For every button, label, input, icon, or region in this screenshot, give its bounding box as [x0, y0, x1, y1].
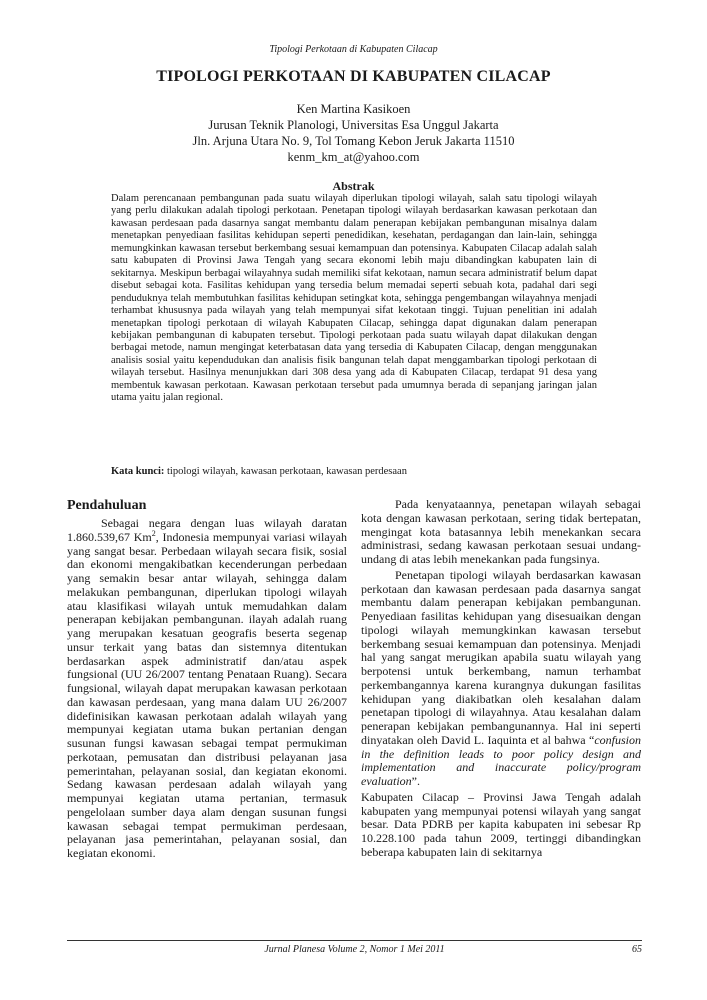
- keywords-text: tipologi wilayah, kawasan perkotaan, kawasan perdesaan: [164, 466, 407, 477]
- paragraph-text: ”.: [411, 774, 420, 788]
- paragraph: Pada kenyataannya, penetapan wilayah sebagai kota dengan kawasan perkotaan, sering tidak bertepatan, mengingat kota batasannya lebih menekankan secara administrasi, sedang kawasan perkotaan sesuai undang-undang di atas lebih menekankan pada fungsinya.: [361, 497, 641, 566]
- footer-journal: Jurnal Planesa Volume 2, Nomor 1 Mei 2011: [264, 944, 445, 955]
- abstract-text: Dalam perencanaan pembangunan pada suatu wilayah diperlukan tipologi wilayah, salah satu tipologi wilayah yang perlu dilakukan adalah tipologi perkotaan. Penetapan tipologi wilayah berdasarkan kawasan perkotaan dan kawasan perdesaan pada dasarnya sangat membantu dalam penerapan kebijakan pembangunan misalnya dalam menetapkan penyediaan fasilitas kehidupan seperti penedidikan, kesehatan, perdagangan dan lain-lain, sehingga memungkinkan kawasan tersebut berkembang sesuai kemampuan dan potensinya. Kabupaten Cilacap adalah salah satu kabupaten di Provinsi Jawa Tengah yang secara ekonomi lebih maju dibandingkan kabupaten lain di sekitarnya. Meskipun berbagai wilayahnya sudah memiliki sifat kekotaan, namun secara administratif belum dapat disebut sebagai kota. Fasilitas kehidupan yang tersedia belum memadai seperti sebuah kota, padahal dari segi penduduknya telah membutuhkan fasilitas kehidupan setingkat kota, sehingga pengembangan wilayahnya menjadi terhambat khususnya pada wilayah yang telah mempunyai sifat kekotaan tinggi. Tujuan penelitian ini adalah menetapkan tipologi perkotaan di wilayah Kabupaten Cilacap, sehingga dapat digunakan dalam penerapan kebijakan pembangunan di kabupaten tersebut. Tipologi perkotaan pada suatu wilayah dapat dilakukan dengan berbagai metode, namun mengingat keterbatasan data yang tersedia di Kabupaten Cilacap, dengan menggunakan analisis sosial yaitu kependudukan dan analisis fisik bangunan telah dapat menggambarkan tipologi perkotaan di wilayah tersebut. Hasilnya menunjukkan dari 308 desa yang ada di Kabupaten Cilacap, terdapat 91 desa yang membentuk kawasan perkotaan. Kawasan perkotaan tersebut pada umumnya berada di sepanjang jaringan jalan utama yaitu jalan regional.: [111, 193, 597, 404]
- left-column: [67, 497, 347, 861]
- paragraph-text: , Indonesia mempunyai variasi wilayah yang sangat besar. Perbedaan wilayah secara fisik, sosial dan ekonomi mengakibatkan kecenderungan perbedaan yang semakin besar antar wilayah, sehingga dalam melakukan pembangunan, diperlukan tipologi wilayah atau klasifikasi wilayah untuk memudahkan dalam penerapan kebijakan pembangunan. ilayah adalah ruang yang merupakan kesatuan geografis beserta segenap unsur terkait yang batas dan sistemnya ditentukan berdasarkan aspek administratif dan/atau aspek fungsional (UU 26/2007 tentang Penataan Ruang). Secara fungsional, wilayah dapat merupakan kawasan perkotaan dan kawasan perdesaan, yang mana dalam UU 26/2007 didefinisikan kawasan perkotaan adalah wilayah yang mempunyai kegiatan utama bukan pertanian dengan susunan fungsi kawasan sebagai tempat permukiman perkotaan, pemusatan dan distribusi pelayanan jasa pemerintahan, pelayanan sosial, dan kegiatan ekonomi. Sedang kawasan perdesaan adalah wilayah yang mempunyai kegiatan utama pertanian, termasuk pengelolaan sumber daya alam dengan susunan fungsi kawasan sebagai tempat permukiman perdesaan, pelayanan jasa pemerintahan, pelayanan sosial, dan kegiatan ekonomi.: [67, 529, 348, 860]
- author-affiliation: Jurusan Teknik Planologi, Universitas Esa Unggul Jakarta: [208, 118, 499, 132]
- paragraph-text: Penetapan tipologi wilayah berdasarkan kawasan perkotaan dan kawasan perdesaan pada dasarnya sangat membantu dalam penerapan kebijakan pembangunan. Penyediaan fasilitas kehidupan yang disesuaikan dengan tipologi wilayah memungkinkan kawasan tersebut berkembang sesuai kemampuan dan potensinya. Menjadi hal yang sangat merugikan apabila suatu wilayah yang berpotensi untuk berkembang, namun terhambat perkembangannya karena kurangnya dukungan fasilitas kehidupan yang diakibatkan oleh kesalahan dalam penetapan tipologi di wilayahnya. Atau kesalahan dalam penerapan kebijakan pembangunannya. Hal ini seperti dinyatakan oleh David L. Iaquinta et al bahwa “: [361, 567, 641, 747]
- keywords: [111, 465, 597, 478]
- superscript: 2: [151, 528, 156, 538]
- paragraph: Kabupaten Cilacap – Provinsi Jawa Tengah adalah kabupaten yang mempunyai potensi wilayah yang sangat besar. Data PDRB per kapita kabupaten ini sebesar Rp 10.228.100 pada tahun 2009, tertinggi dibandingkan beberapa kabupaten lain di sekitarnya: [361, 789, 641, 859]
- author-name: Ken Martina Kasikoen: [296, 102, 411, 116]
- abstract-heading: Abstrak: [332, 179, 375, 193]
- paper-title: TIPOLOGI PERKOTAAN DI KABUPATEN CILACAP: [156, 68, 551, 85]
- author-email: kenm_km_at@yahoo.com: [287, 150, 420, 164]
- keywords-label: Kata kunci:: [111, 466, 165, 477]
- author-block: [40, 101, 667, 165]
- author-address: Jln. Arjuna Utara No. 9, Tol Tomang Kebon Jeruk Jakarta 11510: [192, 134, 515, 148]
- quotation: confusion in the definition leads to poor policy design and implementation and inaccurate policy/program evaluation: [361, 732, 641, 788]
- footer-divider: [67, 940, 642, 941]
- page-number: 65: [632, 944, 642, 955]
- paragraph: [361, 569, 641, 789]
- paragraph: [67, 517, 347, 861]
- right-column: [361, 498, 641, 860]
- running-header: Tipologi Perkotaan di Kabupaten Cilacap: [269, 44, 438, 55]
- paragraph-text: Sebagai negara dengan luas wilayah daratan 1.860.539,67 Km: [67, 516, 347, 544]
- section-heading-pendahuluan: Pendahuluan: [67, 498, 147, 513]
